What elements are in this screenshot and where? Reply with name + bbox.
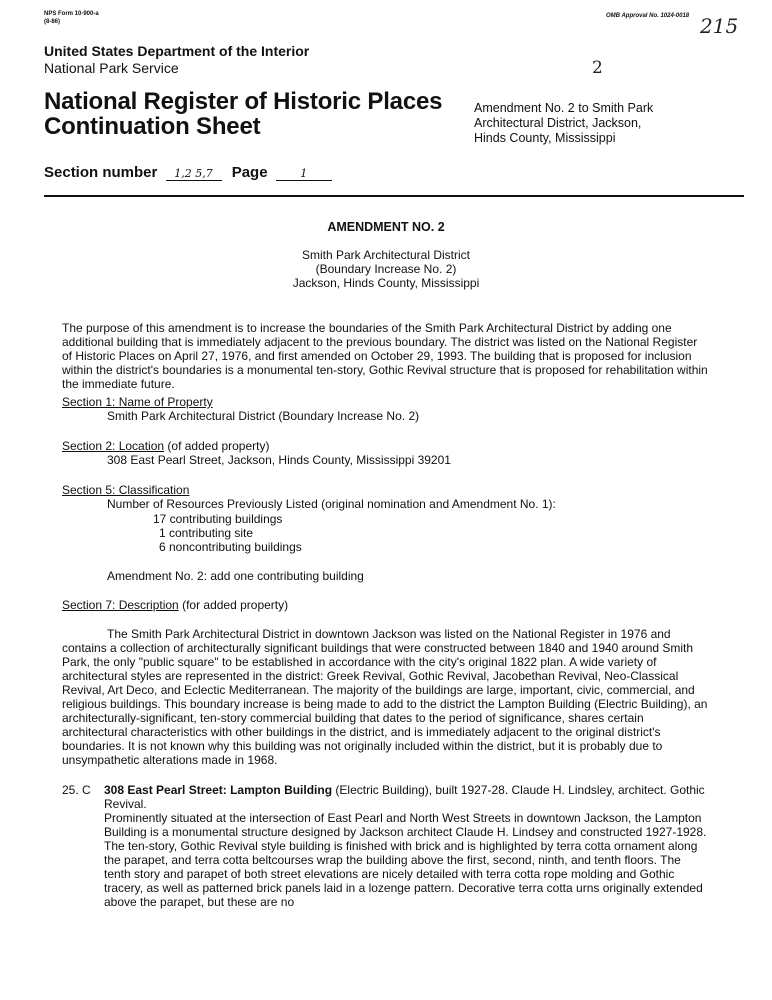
purpose-paragraph: The purpose of this amendment is to increase the boundaries of the Smith Park Architectural District by adding one additional building that is immediately adjacent to the previous boundary. The district was listed on the National Register of Historic Places on April 27, 1976, and first amended on October 29, 1993. The building that is proposed for inclusion within the district's boundaries is a monumental ten-story, Gothic Revival structure that is proposed for rehabilitation within the immediate future. (62, 321, 708, 391)
district-heading-line: Smith Park Architectural District (301, 248, 471, 262)
amendment-header-line: Amendment No. 2 to Smith Park (474, 101, 654, 115)
section-5-intro: Number of Resources Previously Listed (original nomination and Amendment No. 1): (107, 497, 556, 511)
form-number: NPS Form 10-900-a (44, 11, 99, 17)
resource-count: 6 noncontributing buildings (159, 540, 302, 554)
district-heading (0, 248, 772, 290)
section-2-qualifier: (of added property) (164, 439, 270, 453)
section-2-heading (62, 439, 269, 453)
handwritten-number: 215 (700, 14, 739, 38)
property-entry (104, 783, 710, 909)
amendment-header-line: Hinds County, Mississippi (474, 131, 616, 145)
service-name: National Park Service (44, 60, 179, 76)
section-number-label: Section number (44, 164, 158, 181)
section-7-title: Section 7: Description (62, 598, 179, 612)
district-heading-line: Jackson, Hinds County, Mississippi (292, 276, 480, 290)
amendment-header-line: Architectural District, Jackson, (474, 116, 642, 130)
section-number-value: 1,2 5,7 (166, 167, 222, 181)
property-entry-details: (Electric Building), built 1927-28. Claude H. Lindsley, architect. Gothic Revival. (104, 783, 705, 811)
section-1-value: Smith Park Architectural District (Boundary Increase No. 2) (107, 409, 420, 423)
page-title: National Register of Historic Places (44, 88, 443, 115)
handwritten-page-number: 2 (592, 58, 603, 78)
department-name: United States Department of the Interior (44, 43, 310, 59)
district-heading-line: (Boundary Increase No. 2) (315, 262, 457, 276)
resource-count: 17 contributing buildings (153, 512, 283, 526)
omb-approval: OMB Approval No. 1024-0018 (606, 13, 690, 19)
page-subtitle: Continuation Sheet (44, 113, 261, 140)
amendment-title: AMENDMENT NO. 2 (327, 220, 445, 234)
amendment-resource-note: Amendment No. 2: add one contributing building (107, 569, 364, 583)
property-entry-address: 308 East Pearl Street: Lampton Building (104, 783, 333, 797)
description-paragraph: The Smith Park Architectural District in downtown Jackson was listed on the National Register in 1976 and contains a collection of architecturally significant buildings that were constructed between 1840 and 1940 around Smith Park, the only "public square" to be established in accordance with the city's original 1822 plan. A wide variety of architectural styles are represented in the district: Greek Revival, Gothic Revival, Jacobethan Revival, Neo-Classical Revival, Art Deco, and Eclectic Mediterranean. The majority of the buildings are large, important, civic, commercial, and religious buildings. This boundary increase is being made to add to the district the Lampton Building (Electric Building), an architecturally-significant, ten-story commercial building that dates to the period of significance, shares certain architectural characteristics with other buildings in the district, and is immediately adjacent to the original district's boundaries. It is not known why this building was not originally included within the district, but it is probably due to unsympathetic alterations made in 1968. (62, 627, 708, 767)
section-2-title: Section 2: Location (62, 439, 165, 453)
page-label: Page (231, 164, 268, 181)
entry-number: 25. C (62, 783, 91, 797)
page-number-value: 1 (276, 167, 332, 181)
property-entry-description: Prominently situated at the intersection of East Pearl and North West Streets in downtown Jackson, the Lampton Building is a monumental structure designed by Jackson architect Claude H. Lindsey and constructed 1927-1928. The ten-story, Gothic Revival style building is finished with brick and is highlighted by terra cotta ornament along the parapet, and terra cotta beltcourses wrap the building above the first, second, ninth, and tenth floors. The tenth story and parapet of both street elevations are nicely detailed with terra cotta rope molding and Gothic tracery, as well as patterned brick panels laid in a lozenge pattern. Decorative terra cotta urns originally extended above the parapet, but these are no (104, 811, 707, 909)
form-identifier (44, 10, 99, 26)
amendment-header (474, 101, 714, 146)
section-number-line (44, 164, 332, 181)
section-1-title: Section 1: Name of Property (62, 395, 213, 409)
property-entry-heading (104, 783, 710, 811)
form-date: (8-86) (44, 19, 61, 25)
section-7-qualifier: (for added property) (178, 598, 289, 612)
resource-count: 1 contributing site (159, 526, 254, 540)
section-1-heading (62, 395, 213, 409)
section-5-title: Section 5: Classification (62, 483, 190, 497)
section-5-heading (62, 483, 189, 497)
header-divider (44, 195, 744, 197)
section-7-heading (62, 598, 288, 612)
section-2-value: 308 East Pearl Street, Jackson, Hinds County, Mississippi 39201 (107, 453, 451, 467)
